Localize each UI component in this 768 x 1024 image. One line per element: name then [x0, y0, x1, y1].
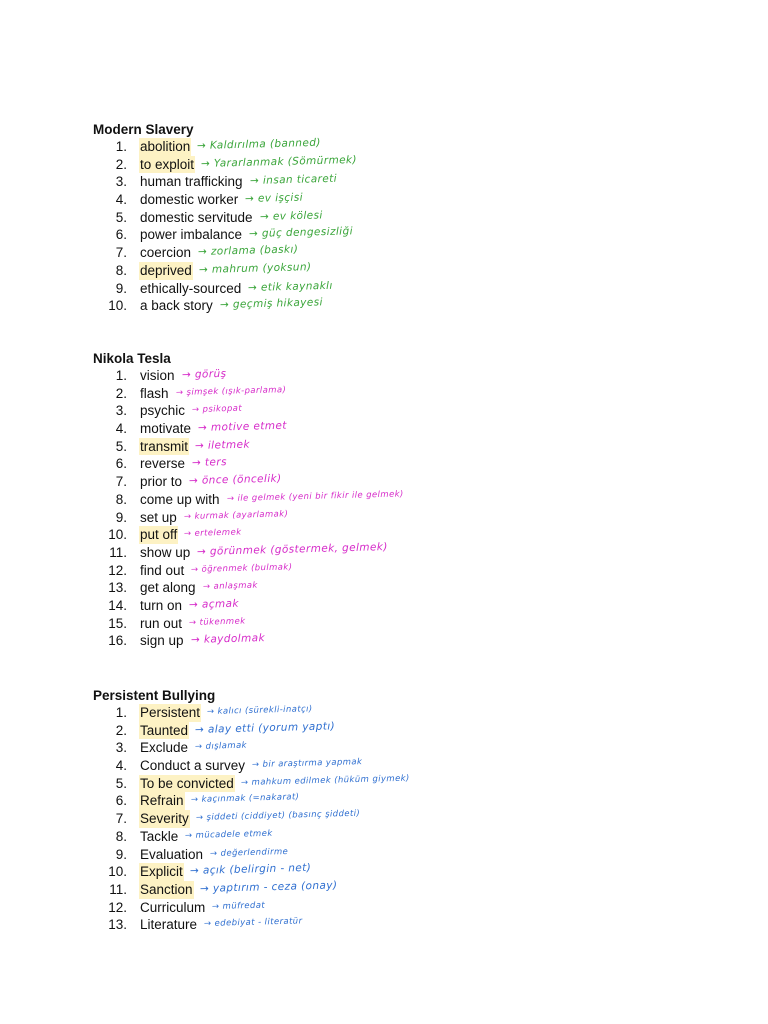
handwritten-translation: → alay etti (yorum yaptı) [194, 720, 336, 736]
list-item [93, 792, 733, 810]
vocab-term: Persistent [140, 705, 201, 720]
item-number: 10. [108, 864, 127, 880]
item-number: 4. [115, 192, 127, 208]
vocab-term: motivate [140, 421, 192, 437]
item-number: 3. [115, 740, 127, 756]
vocab-term: vision [140, 368, 175, 383]
handwritten-translation: → ters [191, 456, 228, 470]
vocab-term: deprived [140, 262, 192, 278]
item-number: 9. [115, 509, 127, 525]
list-item [93, 385, 733, 403]
item-number: 9. [115, 280, 127, 296]
handwritten-translation: → öğrenmek (bulmak) [191, 561, 293, 575]
item-number: 14. [108, 597, 127, 613]
item-number: 4. [115, 421, 127, 437]
item-number: 13. [108, 580, 127, 596]
list-item [93, 562, 733, 580]
section-modern-slavery [93, 122, 733, 315]
vocab-term: find out [140, 562, 185, 578]
item-number: 3. [115, 403, 127, 419]
list-item [93, 455, 733, 473]
handwritten-translation: → ev kölesi [259, 209, 323, 223]
list-item [93, 473, 733, 491]
vocab-term: Taunted [140, 722, 189, 738]
list-item [93, 280, 733, 298]
section-nikola-tesla [93, 351, 733, 650]
item-number: 6. [115, 793, 127, 809]
handwritten-translation: → psikopat [191, 404, 243, 416]
list-item [93, 173, 733, 191]
vocab-term: get along [140, 580, 196, 596]
item-number: 12. [108, 899, 127, 915]
handwritten-translation: → ev işçisi [245, 191, 304, 206]
item-number: 8. [115, 828, 127, 844]
item-number: 16. [108, 633, 127, 649]
list-item [93, 615, 733, 633]
item-number: 5. [115, 775, 127, 791]
section-title: Persistent Bullying [93, 688, 216, 703]
list-item [93, 704, 733, 722]
handwritten-translation: → iletmek [194, 438, 251, 452]
vocab-term: domestic servitude [140, 209, 253, 225]
vocab-term: ethically-sourced [140, 280, 242, 296]
item-number: 7. [115, 474, 127, 490]
list-item [93, 420, 733, 438]
vocab-term: psychic [140, 403, 186, 419]
item-number: 8. [115, 491, 127, 507]
handwritten-translation: → zorlama (baskı) [197, 243, 299, 259]
handwritten-translation: → ertelemek [184, 527, 242, 540]
list-item [93, 863, 733, 881]
vocab-term: abolition [140, 139, 191, 154]
vocab-term: To be convicted [140, 775, 234, 791]
vocab-list [93, 138, 733, 315]
list-item [93, 297, 733, 315]
list-item [93, 579, 733, 597]
vocab-term: prior to [140, 474, 183, 490]
handwritten-translation: → açmak [188, 597, 240, 611]
item-number: 11. [109, 881, 127, 897]
list-item [93, 828, 733, 846]
list-item [93, 402, 733, 420]
vocab-term: power imbalance [140, 227, 243, 243]
vocab-term: Curriculum [140, 899, 206, 915]
item-number: 6. [115, 227, 127, 243]
handwritten-translation: → görüş [181, 367, 227, 381]
list-item [93, 367, 733, 385]
list-item [93, 916, 733, 934]
handwritten-translation: → güç dengesizliği [248, 225, 354, 241]
vocab-term: show up [140, 544, 191, 560]
list-item [93, 526, 733, 544]
vocab-term: flash [140, 385, 169, 401]
vocab-term: Conduct a survey [140, 758, 246, 774]
item-number: 5. [115, 438, 127, 454]
list-item [93, 722, 733, 740]
list-item [93, 899, 733, 917]
vocab-term: put off [140, 527, 178, 543]
vocab-term: turn on [140, 597, 183, 613]
handwritten-translation: → önce (öncelik) [188, 472, 282, 488]
item-number: 11. [109, 544, 127, 560]
list-item [93, 632, 733, 650]
handwritten-translation: → mahkum edilmek (hüküm giymek) [240, 773, 410, 788]
item-number: 4. [115, 758, 127, 774]
list-item [93, 757, 733, 775]
section-title: Nikola Tesla [93, 351, 171, 366]
vocab-term: come up with [140, 491, 220, 507]
handwritten-translation: → Kaldırılma (banned) [197, 136, 322, 152]
list-item [93, 739, 733, 757]
vocab-term: Tackle [140, 828, 179, 844]
list-item [93, 262, 733, 280]
vocab-term: Literature [140, 917, 198, 933]
handwritten-translation: → insan ticareti [249, 173, 337, 188]
handwritten-translation: → anlaşmak [202, 580, 258, 593]
list-item [93, 153, 733, 174]
list-item [93, 138, 733, 156]
vocab-term: to exploit [140, 156, 195, 172]
list-item [93, 244, 733, 262]
vocab-term: run out [140, 615, 183, 631]
item-number: 2. [115, 156, 127, 172]
item-number: 10. [108, 298, 127, 314]
item-number: 9. [115, 846, 127, 862]
item-number: 8. [115, 262, 127, 278]
list-item [93, 226, 733, 244]
vocab-list [93, 367, 733, 650]
list-item [93, 438, 733, 456]
handwritten-translation: → şimşek (ışık-parlama) [175, 384, 286, 398]
item-number: 12. [108, 562, 127, 578]
item-number: 1. [115, 368, 127, 383]
section-title: Modern Slavery [93, 122, 194, 137]
handwritten-translation: → mücadele etmek [185, 828, 274, 841]
vocab-term: Severity [140, 811, 189, 827]
handwritten-translation: → tükenmek [188, 616, 246, 628]
handwritten-translation: → etik kaynaklı [248, 279, 334, 294]
vocab-term: reverse [140, 456, 186, 472]
list-item [93, 810, 733, 828]
handwritten-translation: → motive etmet [197, 419, 287, 435]
list-item [93, 509, 733, 527]
item-number: 1. [115, 139, 127, 154]
item-number: 3. [115, 174, 127, 190]
handwritten-translation: → bir araştırma yapmak [251, 757, 363, 771]
handwritten-translation: → kalıcı (sürekli-inatçı) [206, 704, 313, 717]
vocab-term: Sanction [140, 881, 193, 897]
handwritten-translation: → yaptırım - ceza (onay) [199, 879, 338, 895]
vocab-term: sign up [140, 633, 184, 649]
handwritten-translation: → şiddeti (ciddiyet) (basınç şiddeti) [195, 808, 361, 824]
vocab-list [93, 704, 733, 934]
vocab-term: Exclude [140, 740, 189, 756]
vocab-term: coercion [140, 245, 192, 261]
list-item [93, 209, 733, 227]
vocab-term: Explicit [140, 864, 183, 880]
item-number: 15. [108, 615, 127, 631]
handwritten-translation: → edebiyat - literatür [203, 916, 303, 930]
handwritten-translation: → müfredat [212, 900, 266, 912]
item-number: 10. [108, 527, 127, 543]
handwritten-translation: → kaçınmak (=nakarat) [190, 792, 300, 806]
handwritten-translation: → mahrum (yoksun) [198, 260, 312, 276]
item-number: 7. [115, 245, 127, 261]
vocab-term: transmit [140, 438, 189, 454]
vocab-term: Evaluation [140, 846, 204, 862]
handwritten-translation: → Yararlanmak (Sömürmek) [200, 153, 358, 170]
list-item [93, 775, 733, 793]
handwritten-translation: → görünmek (göstermek, gelmek) [197, 540, 389, 558]
handwritten-translation: → kurmak (ayarlamak) [183, 508, 289, 522]
handwritten-translation: → kaydolmak [190, 632, 265, 647]
vocab-term: domestic worker [140, 192, 239, 208]
handwritten-translation: → değerlendirme [209, 846, 289, 859]
section-persistent-bullying [93, 688, 733, 934]
item-number: 13. [108, 917, 127, 933]
list-item [93, 491, 733, 509]
list-item [93, 191, 733, 209]
list-item [93, 540, 733, 562]
vocab-term: human trafficking [140, 174, 243, 190]
vocab-term: set up [140, 509, 177, 525]
list-item [93, 597, 733, 615]
item-number: 6. [115, 456, 127, 472]
item-number: 5. [115, 209, 127, 225]
item-number: 1. [115, 705, 127, 720]
handwritten-translation: → ile gelmek (yeni bir fikir ile gelmek) [226, 489, 404, 504]
vocab-term: a back story [140, 298, 213, 314]
item-number: 2. [115, 385, 127, 401]
handwritten-translation: → geçmiş hikayesi [219, 296, 323, 312]
handwritten-translation: → açık (belirgin - net) [189, 862, 312, 878]
list-item [93, 881, 733, 899]
vocab-term: Refrain [140, 793, 184, 809]
item-number: 2. [115, 722, 127, 738]
item-number: 7. [115, 811, 127, 827]
handwritten-translation: → dışlamak [194, 741, 248, 753]
list-item [93, 846, 733, 864]
